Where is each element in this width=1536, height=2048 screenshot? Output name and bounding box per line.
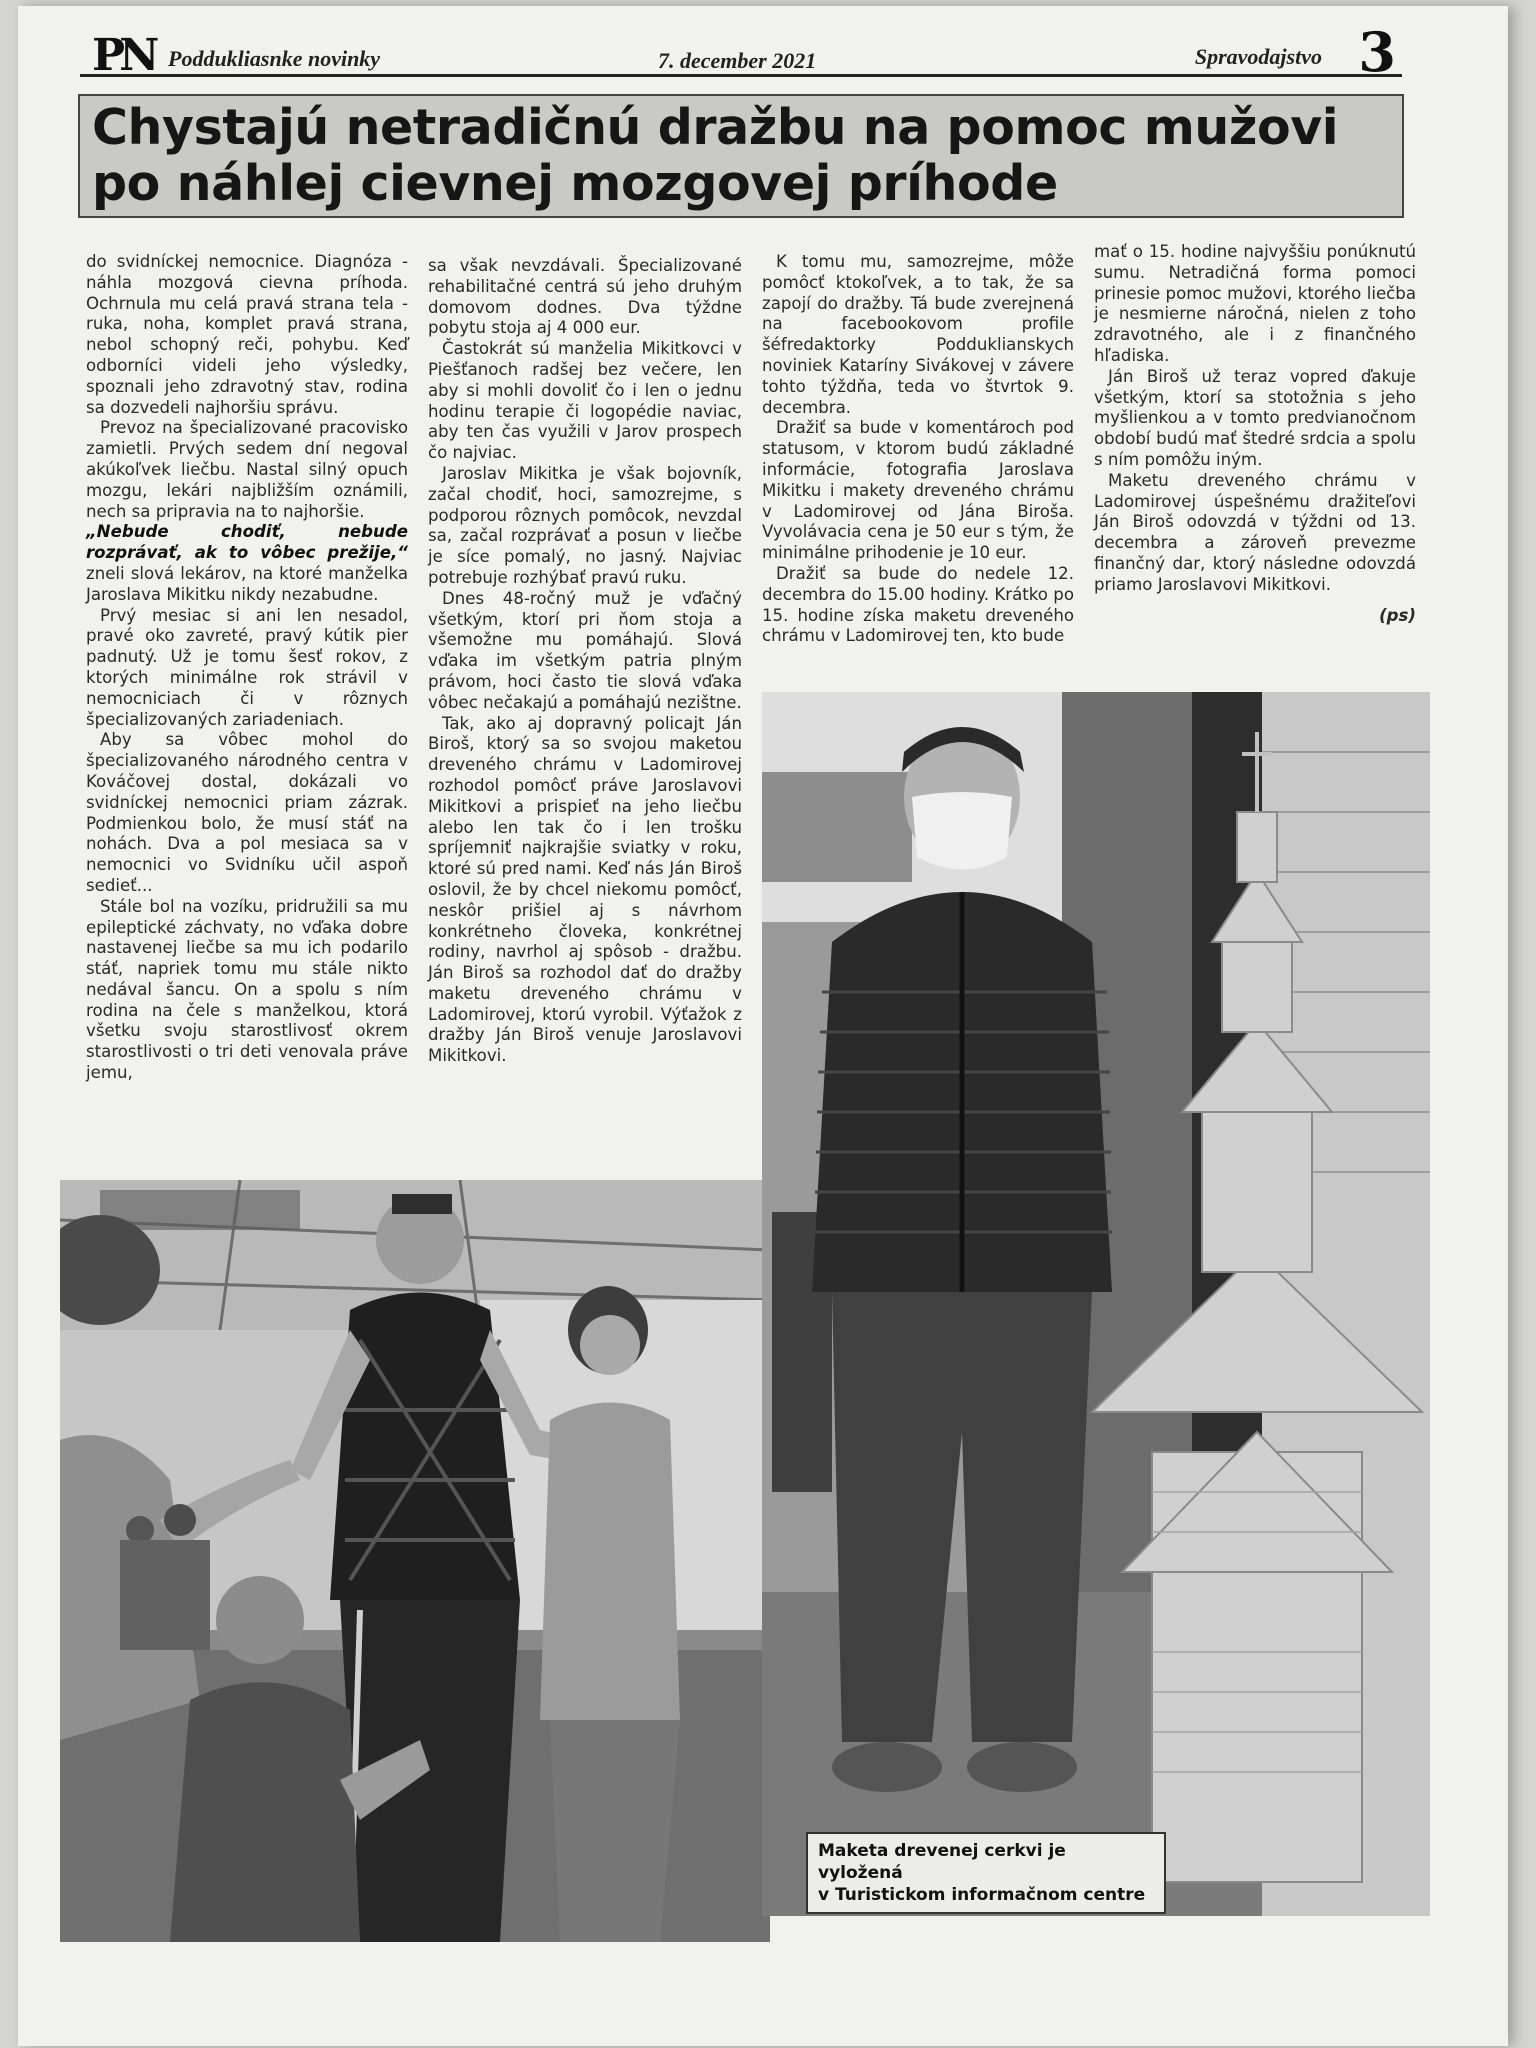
paragraph: Ján Biroš už teraz vopred ďakuje všetkým, ktorí sa stotožnia s jeho myšlienkou a v tomto predvianočnom období budú mať štedré srdcia a spolu s ním pomôžu iným. [1094,366,1416,469]
headline [80,96,1402,212]
paragraph: Stále bol na vozíku, pridružili sa mu epileptické záchvaty, no vďaka dobre nastavenej liečbe sa mu ich podarilo stáť, napriek tomu mu stále nikto nedával šancu. On a spolu s ním rodina na čele s manželkou, ktorá všetku svoju starostlivosť okrem starostlivosti o tri deti venovala práve jemu, [86,896,408,1083]
newspaper-logo: PN [92,30,154,81]
church-model-photo [762,692,1430,1916]
issue-date: 7. december 2021 [658,48,817,73]
headline-line-2: po náhlej cievnej mozgovej príhode [92,155,1058,212]
paragraph: Aby sa vôbec mohol do špecializovaného národného centra v Kováčovej dostal, dokázali vo svidníckej nemocnici priam zázrak. Podmienkou bolo, že musí stáť na nohách. Dva a pol mesiaca sa v nemocnici vo Svidníku učil aspoň sedieť... [86,730,408,895]
article-column-3 [762,252,1074,647]
paragraph: sa však nevzdávali. Špecializované rehabilitačné centrá sú jeho druhým domovom dodnes. Dva týždne pobytu stoja aj 4 000 eur. [428,256,742,338]
quote: „Nebude chodiť, nebude rozprávať, ak to vôbec prežije,“ [86,522,408,563]
newspaper-page [18,6,1508,2046]
headline-line-1: Chystajú netradičnú dražbu na pomoc mužovi [92,99,1339,156]
paragraph: Prvý mesiac si ani len nesadol, pravé oko zavreté, pravý kútik pier padnutý. Už je tomu šesť rokov, z ktorých minimálne rok strávil v nemocniciach či v rôznych špecializovaných zariadeniach. [86,605,408,729]
paragraph: Častokrát sú manželia Mikitkovci v Piešťanoch radšej bez večere, len aby si mohli dovoliť čo i len o jednu hodinu terapie či logopédie naviac, aby ten čas využili v Jarov prospech čo najviac. [428,339,742,463]
caption-line-1: Maketa drevenej cerkvi je vyložená [818,1841,1066,1883]
paragraph: Tak, ako aj dopravný policajt Ján Biroš, ktorý sa so svojou maketou dreveného chrámu v Ladomirovej rozhodol pomôcť práve Jaroslavovi Mikitkovi a prispieť na jeho liečbu alebo len tak čo i len trošku spríjemniť najkrajšie sviatky v roku, ktoré sú pred nami. Keď nás Ján Biroš oslovil, že by chcel niekomu pomôcť, neskôr prišiel aj s návrhom konkrétneho človeka, konkrétnej rodiny, navrhol aj spôsob - dražbu. Ján Biroš sa rozhodol dať do dražby maketu dreveného chrámu v Ladomirovej, ktorú vyrobil. Výťažok z dražby Ján Biroš venuje Jaroslavovi Mikitkovi. [428,713,742,1066]
section-name: Spravodajstvo [1194,44,1322,69]
article-column-4 [1094,242,1416,626]
paragraph: Dražiť sa bude v komentároch pod statusom, v ktorom budú základné informácie, fotografia Jaroslava Mikitku i makety dreveného chrámu v Ladomirovej od Jána Biroša. Vyvolávacia cena je 50 eur s tým, že minimálne prihodenie je 10 eur. [762,418,1074,563]
headline-box [78,94,1404,218]
rehabilitation-photo [60,1180,770,1942]
paragraph: Dnes 48-ročný muž je vďačný všetkým, ktorí pri ňom stoja a všemožne mu pomáhajú. Slová vďaka im všetkým patria plným právom, hoci často tie slová vďaka vôbec nečakajú a pomáhajú nezištne. [428,588,742,712]
author-byline: (ps) [1379,605,1416,625]
paragraph [86,522,408,605]
paragraph: mať o 15. hodine najvyššiu ponúknutú sumu. Netradičná forma pomoci prinesie pomoc mužovi, ktorého liečba je nesmierne náročná, nielen z toho zdravotného, ale i z finančného hľadiska. [1094,242,1416,365]
quote-tail: zneli slová lekárov, na ktoré manželka Jaroslava Mikitku nikdy nezabudne. [86,563,408,604]
paragraph: Dražiť sa bude do nedele 12. decembra do 15.00 hodiny. Krátko po 15. hodine získa maketu dreveného chrámu v Ladomirovej ten, kto bude [762,563,1074,646]
newspaper-name: Poddukliasnke novinky [168,46,381,71]
caption-line-2: v Turistickom informačnom centre [818,1885,1146,1905]
paragraph: Jaroslav Mikitka je však bojovník, začal chodiť, hoci, samozrejme, s podporou rôznych pomôcok, nevzdal sa, začal rozprávať a posun v liečbe je síce pomalý, no jasný. Najviac potrebuje rozhýbať pravú ruku. [428,463,742,587]
paragraph: K tomu mu, samozrejme, môže pomôcť ktokoľvek, a to tak, že sa zapojí do dražby. Tá bude zverejnená na facebookovom profile šéfredaktorky Podduklianskych noviniek Kataríny Sivákovej v závere tohto týždňa, teda vo štvrtok 9. decembra. [762,252,1074,417]
article-column-2 [428,256,742,1067]
page-number: 3 [1358,20,1396,84]
masthead [80,20,1402,84]
article-column-1 [86,252,408,1084]
paragraph: Prevoz na špecializované pracovisko zamietli. Prvých sedem dní negoval akúkoľvek liečbu. Nastal silný opuch mozgu, lekári najbližším oznámili, nech sa pripravia na to najhoršie. [86,418,408,521]
rehabilitation-photo-graphic [60,1180,770,1942]
church-model-photo-graphic [762,692,1430,1916]
paragraph: do svidníckej nemocnice. Diagnóza - náhla mozgová cievna príhoda. Ochrnula mu celá pravá strana tela - ruka, noha, komplet pravá strana, nebol schopný reči, pohybu. Keď odborníci videli jeho výsledky, spoznali jeho zdravotný stav, rodina sa dozvedeli najhoršiu správu. [86,252,408,417]
photo-caption [806,1832,1166,1914]
paragraph: Maketu dreveného chrámu v Ladomirovej úspešnému dražiteľovi Ján Biroš odovzdá v týždni od 13. decembra a zároveň prevezme finančný dar, ktorý následne odovzdá priamo Jaroslavovi Mikitkovi. [1094,470,1416,594]
